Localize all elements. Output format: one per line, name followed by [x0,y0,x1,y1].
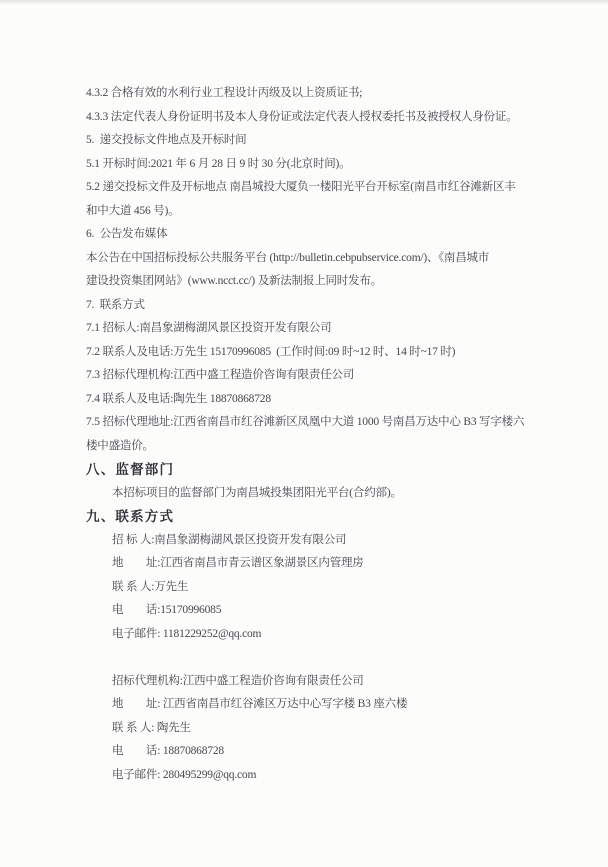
line-supervision-dept-body: 本招标项目的监督部门为南昌城投集团阳光平台(合约部)。 [112,486,402,499]
section-7-contact [86,294,568,459]
line-7-2-contact-and-phone: 7.2 联系人及电话:万先生 15170996085 (工作时间:09 时~12 时、14 时~17 时) [86,345,456,358]
heading-section9-contact: 九、联系方式 [86,509,175,524]
line-announcement-media-2: 建设投资集团网站》(www.ncct.cc/) 及新法制报上同时发布。 [86,275,383,287]
tenderer-address-line: 地 址:江西省南昌市青云谱区象湖景区内管理房 [112,557,364,569]
line-7-4-agency-contact-phone: 7.4 联系人及电话:陶先生 18870868728 [86,392,271,405]
tenderer-phone-line: 电 话:15170996085 [112,604,222,616]
tenderer-email-line: 电子邮件: 1181229252@qq.com [112,627,262,640]
tenderer-contact-block [86,529,568,647]
line-7-1-tenderer: 7.1 招标人:南昌象湖梅湖风景区投资开发有限公司 [86,322,332,334]
line-section6-title: 6. 公告发布媒体 [86,228,168,240]
line-5-1-bid-opening-time: 5.1 开标时间:2021 年 6 月 28 日 9 时 30 分(北京时间)。 [86,157,351,170]
line-section5-title: 5. 递交投标文件地点及开标时间 [86,134,247,146]
line-5-2-submission-location: 5.2 递交投标文件及开标地点 南昌城投大厦负一楼阳光平台开标室(南昌市红谷滩新区丰 [86,181,516,193]
agency-contact-person-line: 联 系 人: 陶先生 [112,721,191,734]
section-8-supervision [86,458,568,505]
line-section7-title: 7. 联系方式 [86,298,145,311]
line-5-2-submission-location-continued: 和中大道 456 号)。 [86,204,180,217]
line-7-5-agency-address: 7.5 招标代理地址:江西省南昌市红谷滩新区凤凰中大道 1000 号南昌万达中心 B3 写字楼六 [86,416,525,428]
heading-section8-supervision-dept: 八、监督部门 [86,462,175,477]
line-7-3-agency: 7.3 招标代理机构:江西中盛工程造价咨询有限责任公司 [86,369,355,381]
tenderer-name-line: 招 标 人:南昌象湖梅湖风景区投资开发有限公司 [112,533,347,546]
line-qualification-4-3-2: 4.3.2 合格有效的水利行业工程设计丙级及以上资质证书; [86,87,363,99]
agency-name-line: 招标代理机构:江西中盛工程造价咨询有限责任公司 [112,674,364,687]
line-announcement-media-1: 本公告在中国招标投标公共服务平台 (http://bulletin.cebpubservice.com/)、《南昌城市 [86,251,490,264]
document-content [86,82,568,787]
line-7-5-agency-address-continued: 楼中盛造价。 [86,439,154,452]
agency-address-line: 地 址: 江西省南昌市红谷滩区万达中心写字楼 B3 座六楼 [112,698,408,710]
agency-email-line: 电子邮件: 280495299@qq.com [112,768,257,781]
line-qualification-4-3-3: 4.3.3 法定代表人身份证明书及本人身份证或法定代表人授权委托书及被授权人身份证。 [86,110,518,123]
block-gap [86,646,568,670]
agency-phone-line: 电 话: 18870868728 [112,745,224,757]
scan-edge-shadow [0,0,608,4]
section-5-bid-submission [86,129,568,223]
section-6-announcement-media [86,223,568,294]
section-9-contact [86,505,568,787]
agency-contact-block [86,670,568,788]
tenderer-contact-person-line: 联 系 人:万先生 [112,580,189,593]
